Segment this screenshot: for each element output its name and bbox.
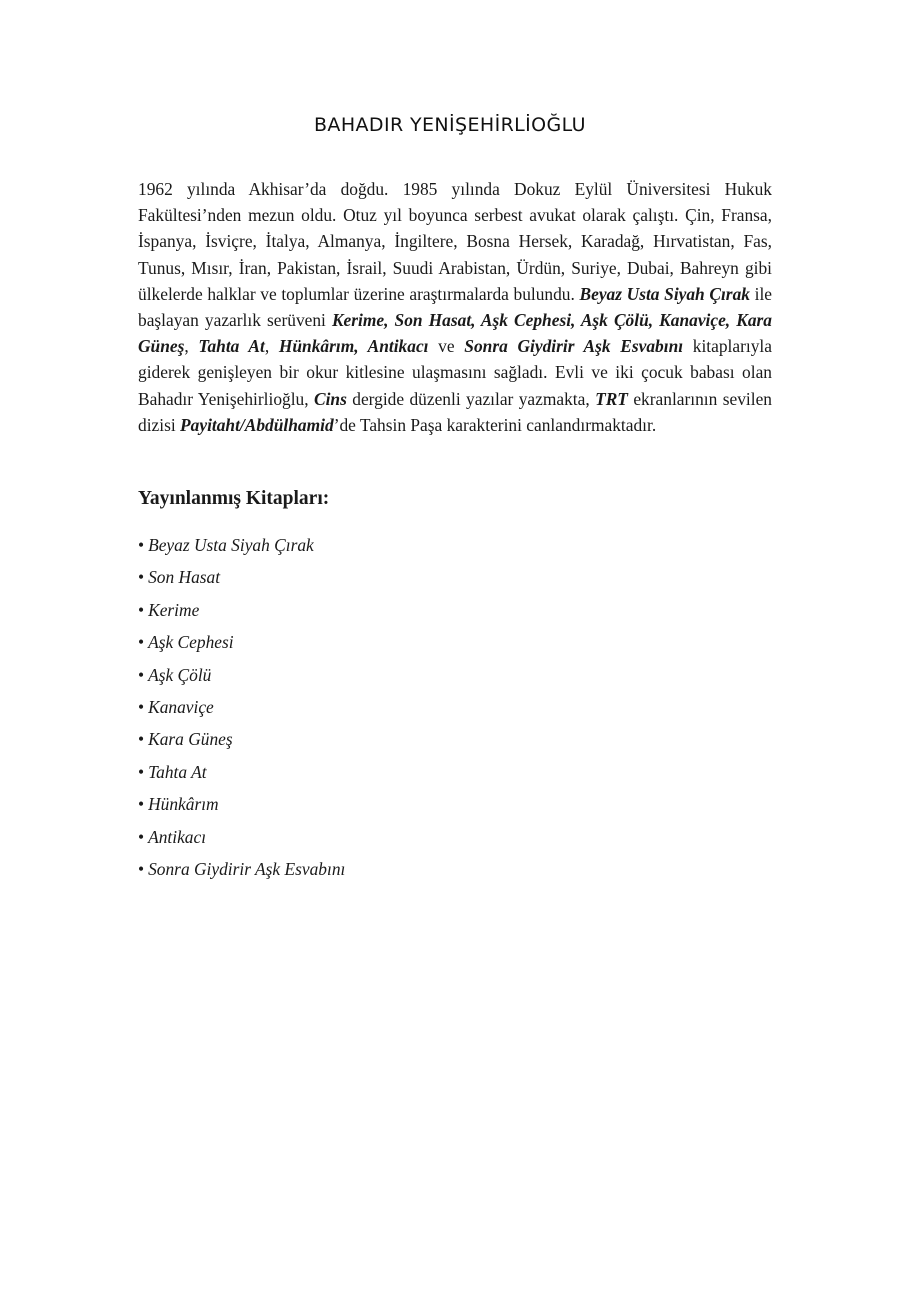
list-item <box>138 756 345 788</box>
bio-text: , <box>184 336 199 357</box>
list-item <box>138 561 345 593</box>
bullet-icon: • <box>138 567 145 588</box>
book-title: Sonra Giydirir Aşk Esvabını <box>148 859 346 880</box>
bio-text: 1962 yılında Akhisar’da doğdu. 1985 yılında Dokuz Eylül Üniversitesi Hukuk Fakültesi’nden mezun oldu. Otuz yıl boyunca serbest avukat olarak çalıştı. Çin, Fransa, İspanya, İsviçre, İtalya, Almanya, İngiltere, Bosna Hersek, Karadağ, Hırvatistan, Fas, Tunus, Mısır, İran, Pakistan, İsrail, Suudi Arabistan, Ürdün, Suriye, Dubai, Bahreyn gibi ülkelerde halklar ve toplumlar üzerine araştırmalarda bulundu. <box>138 179 772 304</box>
magazine-emphasis: Cins <box>313 388 347 409</box>
book-title-emphasis: Kerime, Son Hasat, Aşk Cephesi, Aşk Çölü, Kanaviçe, Kara Güneş <box>138 310 772 357</box>
book-title-emphasis: Hünkârım, Antikacı <box>278 336 429 357</box>
list-item <box>138 723 345 755</box>
bullet-icon: • <box>138 632 145 653</box>
bio-text: ’de Tahsin Paşa karakterini canlandırmaktadır. <box>333 414 657 435</box>
bullet-icon: • <box>138 664 145 685</box>
bullet-icon: • <box>138 599 145 620</box>
books-list <box>138 529 345 885</box>
book-title-emphasis: Tahta At <box>198 336 265 357</box>
series-emphasis: Payitaht/Abdülhamid <box>180 414 334 435</box>
book-title: Son Hasat <box>148 567 221 588</box>
book-title: Hünkârım <box>148 794 219 815</box>
bullet-icon: • <box>138 697 145 718</box>
bio-text: ekranlarının sevilen dizisi <box>138 388 772 435</box>
channel-emphasis: TRT <box>595 388 628 409</box>
list-item <box>138 788 345 820</box>
book-title: Kara Güneş <box>148 729 233 750</box>
book-title: Kanaviçe <box>148 697 214 718</box>
book-title: Tahta At <box>148 761 207 782</box>
list-item <box>138 659 345 691</box>
bullet-icon: • <box>138 859 145 880</box>
list-item <box>138 626 345 658</box>
book-title: Aşk Çölü <box>148 664 212 685</box>
author-bio <box>138 176 772 438</box>
bullet-icon: • <box>138 794 145 815</box>
bullet-icon: • <box>138 761 145 782</box>
list-item <box>138 853 345 885</box>
book-title: Antikacı <box>148 826 207 847</box>
bio-text: ile başlayan yazarlık serüveni <box>138 283 772 331</box>
list-item <box>138 529 345 561</box>
bullet-icon: • <box>138 729 145 750</box>
bio-text: dergide düzenli yazılar yazmakta, <box>346 388 596 409</box>
books-heading: Yayınlanmış Kitapları: <box>138 488 330 509</box>
bio-text: kitaplarıyla giderek genişleyen bir okur kitlesine ulaşmasını sağladı. Evli ve iki çocuk babası olan Bahadır Yenişehirlioğlu, <box>138 336 772 409</box>
bio-text: , <box>264 336 279 357</box>
book-title: Beyaz Usta Siyah Çırak <box>148 535 314 555</box>
bullet-icon: • <box>138 826 145 847</box>
book-title-emphasis: Sonra Giydirir Aşk Esvabını <box>464 336 684 357</box>
book-title: Aşk Cephesi <box>148 632 234 653</box>
book-title: Kerime <box>148 599 200 620</box>
book-title-emphasis: Beyaz Usta Siyah Çırak <box>579 283 750 304</box>
bullet-icon: • <box>138 535 145 555</box>
list-item <box>138 594 345 626</box>
list-item <box>138 691 345 723</box>
author-name: BAHADIR YENİŞEHİRLİOĞLU <box>314 114 586 136</box>
bio-text: ve <box>428 336 465 357</box>
list-item <box>138 821 345 853</box>
